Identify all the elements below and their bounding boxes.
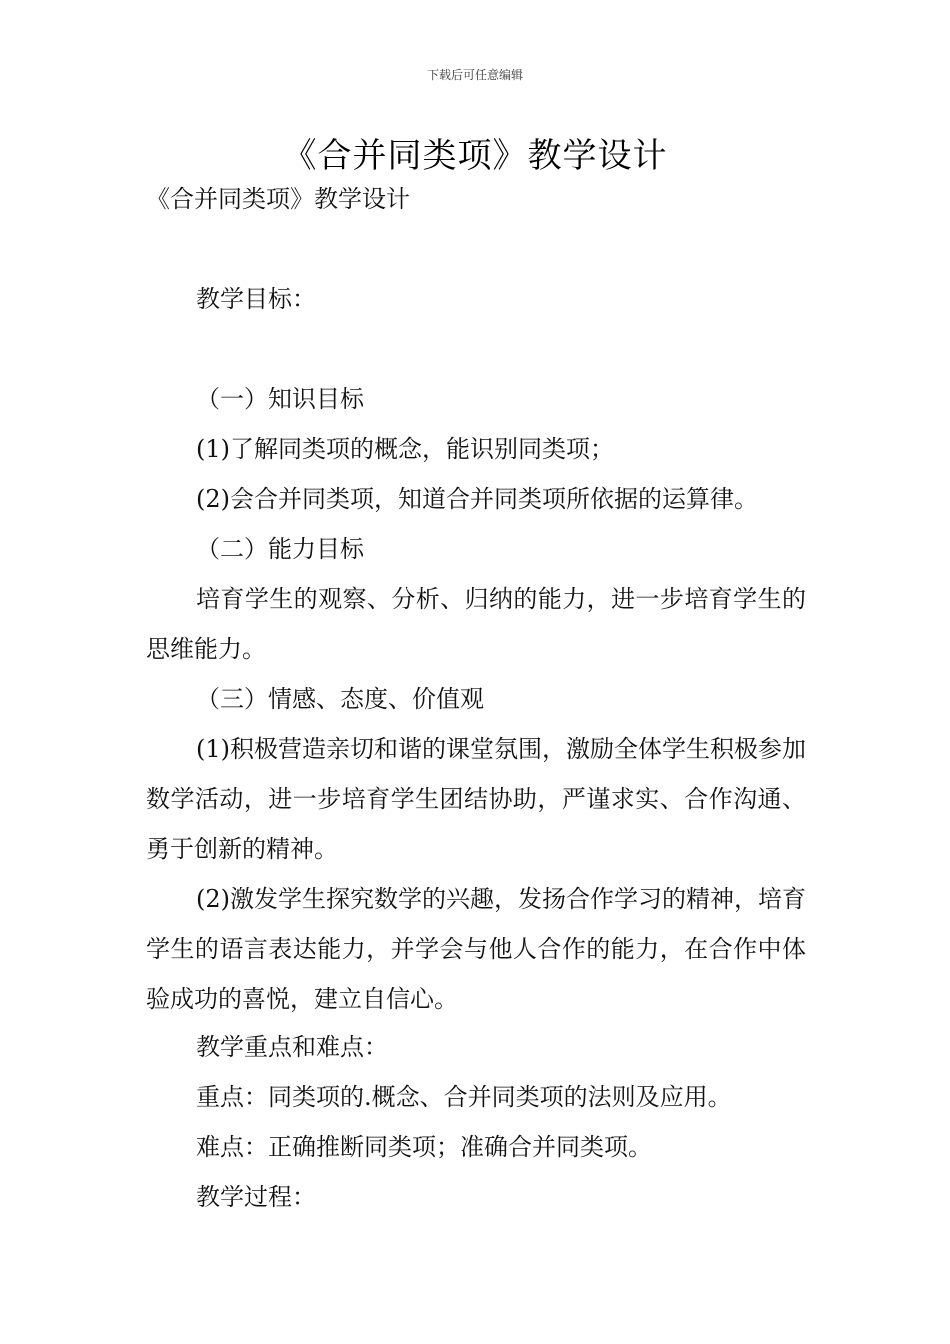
knowledge-item-2: (2)会合并同类项，知道合并同类项所依据的运算律。 [196,485,758,513]
difficulty-point: 难点：正确推断同类项；准确合并同类项。 [196,1133,652,1161]
emotion-item-2: (2)激发学生探究数学的兴趣，发扬合作学习的精神，培育学生的语言表达能力，并学会与他人合作的能力，在合作中体验成功的喜悦，建立自信心。 [146,885,806,1013]
knowledge-item-1: (1)了解同类项的概念，能识别同类项； [196,435,614,463]
document-subtitle: 《合并同类项》教学设计 [146,185,410,213]
key-point: 重点：同类项的.概念、合并同类项的法则及应用。 [196,1083,732,1111]
header-note: 下载后可任意编辑 [426,68,523,82]
emotion-heading: （三）情感、态度、价值观 [196,685,484,713]
process-heading: 教学过程： [196,1183,316,1211]
ability-heading: （二）能力目标 [196,535,364,563]
knowledge-heading: （一）知识目标 [196,385,364,413]
ability-paragraph: 培育学生的观察、分析、归纳的能力，进一步培育学生的思维能力。 [146,585,806,663]
emotion-item-1: (1)积极营造亲切和谐的课堂氛围，激励全体学生积极参加数学活动，进一步培育学生团结协助，严谨求实、合作沟通、勇于创新的精神。 [146,735,806,863]
key-heading: 教学重点和难点： [196,1033,388,1061]
goals-heading: 教学目标： [196,285,316,313]
document-title: 《合并同类项》教学设计 [282,136,668,176]
